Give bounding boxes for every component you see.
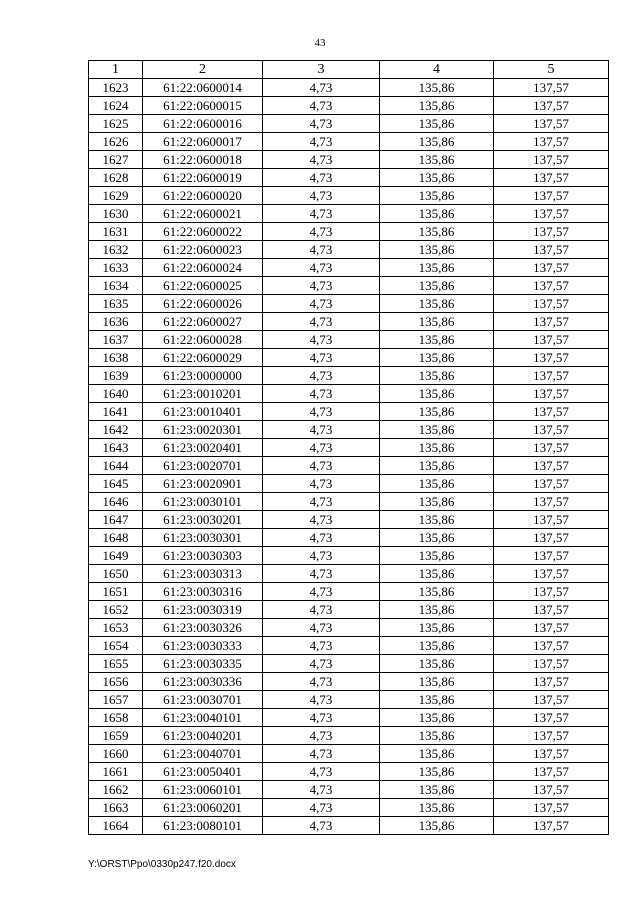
table-row bbox=[89, 529, 609, 547]
column-header: 5 bbox=[494, 61, 609, 79]
table-cell: 4,73 bbox=[263, 511, 380, 529]
table-header-row bbox=[89, 61, 609, 79]
table-cell: 61:23:0030336 bbox=[143, 673, 263, 691]
table-cell: 1654 bbox=[89, 637, 143, 655]
table-cell: 137,57 bbox=[494, 583, 609, 601]
column-header: 1 bbox=[89, 61, 143, 79]
table-cell: 137,57 bbox=[494, 205, 609, 223]
table-row bbox=[89, 637, 609, 655]
table-cell: 61:23:0030313 bbox=[143, 565, 263, 583]
table-cell: 1664 bbox=[89, 817, 143, 835]
table-cell: 4,73 bbox=[263, 655, 380, 673]
table-cell: 137,57 bbox=[494, 655, 609, 673]
table-row bbox=[89, 313, 609, 331]
table-cell: 1639 bbox=[89, 367, 143, 385]
table-cell: 137,57 bbox=[494, 133, 609, 151]
table-cell: 61:22:0600019 bbox=[143, 169, 263, 187]
table-cell: 4,73 bbox=[263, 709, 380, 727]
table-row bbox=[89, 259, 609, 277]
table-cell: 135,86 bbox=[380, 691, 494, 709]
table-cell: 1633 bbox=[89, 259, 143, 277]
table-cell: 137,57 bbox=[494, 619, 609, 637]
table-cell: 137,57 bbox=[494, 385, 609, 403]
table-cell: 4,73 bbox=[263, 619, 380, 637]
table-cell: 137,57 bbox=[494, 781, 609, 799]
table-cell: 137,57 bbox=[494, 745, 609, 763]
table-cell: 61:22:0600022 bbox=[143, 223, 263, 241]
table-cell: 61:23:0040101 bbox=[143, 709, 263, 727]
table-cell: 4,73 bbox=[263, 421, 380, 439]
table-cell: 4,73 bbox=[263, 727, 380, 745]
table-cell: 1658 bbox=[89, 709, 143, 727]
table-cell: 4,73 bbox=[263, 637, 380, 655]
table-cell: 137,57 bbox=[494, 313, 609, 331]
table-row bbox=[89, 493, 609, 511]
table-row bbox=[89, 727, 609, 745]
table-cell: 4,73 bbox=[263, 97, 380, 115]
table-cell: 135,86 bbox=[380, 583, 494, 601]
table-cell: 135,86 bbox=[380, 421, 494, 439]
table-cell: 1644 bbox=[89, 457, 143, 475]
table-cell: 1655 bbox=[89, 655, 143, 673]
table-cell: 1659 bbox=[89, 727, 143, 745]
table-cell: 1629 bbox=[89, 187, 143, 205]
table-cell: 4,73 bbox=[263, 151, 380, 169]
table-cell: 4,73 bbox=[263, 403, 380, 421]
table-cell: 135,86 bbox=[380, 313, 494, 331]
table-cell: 61:23:0020301 bbox=[143, 421, 263, 439]
table-cell: 135,86 bbox=[380, 565, 494, 583]
table-cell: 137,57 bbox=[494, 259, 609, 277]
table-cell: 135,86 bbox=[380, 817, 494, 835]
table-row bbox=[89, 763, 609, 781]
table-cell: 1652 bbox=[89, 601, 143, 619]
table-cell: 61:23:0030301 bbox=[143, 529, 263, 547]
table-cell: 4,73 bbox=[263, 745, 380, 763]
table-cell: 61:22:0600021 bbox=[143, 205, 263, 223]
table-cell: 137,57 bbox=[494, 241, 609, 259]
table-cell: 135,86 bbox=[380, 349, 494, 367]
table-cell: 1651 bbox=[89, 583, 143, 601]
table-cell: 137,57 bbox=[494, 763, 609, 781]
table-cell: 135,86 bbox=[380, 79, 494, 97]
table-cell: 137,57 bbox=[494, 223, 609, 241]
table-row bbox=[89, 781, 609, 799]
table-cell: 135,86 bbox=[380, 259, 494, 277]
table-cell: 137,57 bbox=[494, 529, 609, 547]
table-cell: 135,86 bbox=[380, 295, 494, 313]
table-cell: 61:22:0600025 bbox=[143, 277, 263, 295]
table-cell: 137,57 bbox=[494, 547, 609, 565]
table-cell: 61:22:0600016 bbox=[143, 115, 263, 133]
table-cell: 61:23:0080101 bbox=[143, 817, 263, 835]
table-row bbox=[89, 115, 609, 133]
table-cell: 61:23:0010201 bbox=[143, 385, 263, 403]
table-cell: 61:22:0600017 bbox=[143, 133, 263, 151]
table-cell: 61:22:0600028 bbox=[143, 331, 263, 349]
table-cell: 137,57 bbox=[494, 97, 609, 115]
table-cell: 1627 bbox=[89, 151, 143, 169]
table-row bbox=[89, 655, 609, 673]
table-row bbox=[89, 511, 609, 529]
table-cell: 61:23:0030335 bbox=[143, 655, 263, 673]
footer-file-path: Y:\ORST\Ppo\0330p247.f20.docx bbox=[88, 859, 236, 870]
table-cell: 1637 bbox=[89, 331, 143, 349]
table-cell: 137,57 bbox=[494, 367, 609, 385]
table-cell: 61:23:0020901 bbox=[143, 475, 263, 493]
table-cell: 135,86 bbox=[380, 367, 494, 385]
table-row bbox=[89, 79, 609, 97]
table-cell: 135,86 bbox=[380, 529, 494, 547]
table-cell: 4,73 bbox=[263, 79, 380, 97]
table-cell: 61:23:0030319 bbox=[143, 601, 263, 619]
table-cell: 61:23:0030316 bbox=[143, 583, 263, 601]
table-row bbox=[89, 601, 609, 619]
table-row bbox=[89, 457, 609, 475]
table-row bbox=[89, 421, 609, 439]
table-cell: 4,73 bbox=[263, 583, 380, 601]
table-cell: 61:23:0020701 bbox=[143, 457, 263, 475]
table-cell: 61:23:0030333 bbox=[143, 637, 263, 655]
table-cell: 4,73 bbox=[263, 781, 380, 799]
table-cell: 1628 bbox=[89, 169, 143, 187]
table-cell: 135,86 bbox=[380, 745, 494, 763]
table-cell: 135,86 bbox=[380, 403, 494, 421]
table-cell: 137,57 bbox=[494, 601, 609, 619]
table-cell: 1656 bbox=[89, 673, 143, 691]
table-cell: 61:23:0030326 bbox=[143, 619, 263, 637]
table-cell: 61:22:0600023 bbox=[143, 241, 263, 259]
table-cell: 135,86 bbox=[380, 475, 494, 493]
table-row bbox=[89, 205, 609, 223]
table-row bbox=[89, 439, 609, 457]
table-cell: 4,73 bbox=[263, 187, 380, 205]
table-cell: 1648 bbox=[89, 529, 143, 547]
column-header: 2 bbox=[143, 61, 263, 79]
table-cell: 137,57 bbox=[494, 673, 609, 691]
table-cell: 4,73 bbox=[263, 277, 380, 295]
table-cell: 137,57 bbox=[494, 691, 609, 709]
table-cell: 61:22:0600015 bbox=[143, 97, 263, 115]
table-cell: 4,73 bbox=[263, 439, 380, 457]
table-cell: 4,73 bbox=[263, 529, 380, 547]
table-cell: 4,73 bbox=[263, 673, 380, 691]
table-cell: 4,73 bbox=[263, 457, 380, 475]
table-row bbox=[89, 187, 609, 205]
table-cell: 61:23:0060101 bbox=[143, 781, 263, 799]
table-row bbox=[89, 565, 609, 583]
table-cell: 135,86 bbox=[380, 133, 494, 151]
table-cell: 1640 bbox=[89, 385, 143, 403]
table-row bbox=[89, 583, 609, 601]
table-cell: 1636 bbox=[89, 313, 143, 331]
table-cell: 137,57 bbox=[494, 637, 609, 655]
table-cell: 4,73 bbox=[263, 385, 380, 403]
table-cell: 1662 bbox=[89, 781, 143, 799]
table-cell: 137,57 bbox=[494, 421, 609, 439]
table-cell: 4,73 bbox=[263, 169, 380, 187]
table-cell: 135,86 bbox=[380, 205, 494, 223]
table-cell: 61:22:0600014 bbox=[143, 79, 263, 97]
table-cell: 137,57 bbox=[494, 439, 609, 457]
table-cell: 135,86 bbox=[380, 511, 494, 529]
table-cell: 135,86 bbox=[380, 799, 494, 817]
table-cell: 135,86 bbox=[380, 115, 494, 133]
table-cell: 1661 bbox=[89, 763, 143, 781]
table-cell: 135,86 bbox=[380, 385, 494, 403]
table-cell: 135,86 bbox=[380, 241, 494, 259]
table-cell: 61:23:0030701 bbox=[143, 691, 263, 709]
table-cell: 4,73 bbox=[263, 601, 380, 619]
table-cell: 137,57 bbox=[494, 511, 609, 529]
table-cell: 137,57 bbox=[494, 727, 609, 745]
table-cell: 61:23:0030201 bbox=[143, 511, 263, 529]
table-row bbox=[89, 223, 609, 241]
table-cell: 1624 bbox=[89, 97, 143, 115]
table-cell: 4,73 bbox=[263, 115, 380, 133]
table-cell: 1643 bbox=[89, 439, 143, 457]
table-cell: 135,86 bbox=[380, 601, 494, 619]
table-row bbox=[89, 97, 609, 115]
table-cell: 1663 bbox=[89, 799, 143, 817]
table-cell: 135,86 bbox=[380, 619, 494, 637]
table-cell: 137,57 bbox=[494, 565, 609, 583]
table-row bbox=[89, 547, 609, 565]
table-cell: 61:22:0600029 bbox=[143, 349, 263, 367]
table-row bbox=[89, 673, 609, 691]
table-cell: 4,73 bbox=[263, 331, 380, 349]
table-cell: 4,73 bbox=[263, 763, 380, 781]
table-cell: 61:22:0600020 bbox=[143, 187, 263, 205]
table-cell: 135,86 bbox=[380, 637, 494, 655]
table-row bbox=[89, 709, 609, 727]
table-row bbox=[89, 349, 609, 367]
table-cell: 137,57 bbox=[494, 799, 609, 817]
table-cell: 1641 bbox=[89, 403, 143, 421]
table-cell: 61:23:0020401 bbox=[143, 439, 263, 457]
table-cell: 137,57 bbox=[494, 169, 609, 187]
table-cell: 4,73 bbox=[263, 565, 380, 583]
table-cell: 135,86 bbox=[380, 97, 494, 115]
table-row bbox=[89, 277, 609, 295]
table-cell: 61:22:0600024 bbox=[143, 259, 263, 277]
table-cell: 137,57 bbox=[494, 187, 609, 205]
table-row bbox=[89, 475, 609, 493]
table-cell: 4,73 bbox=[263, 223, 380, 241]
table-cell: 61:23:0040201 bbox=[143, 727, 263, 745]
table-cell: 4,73 bbox=[263, 817, 380, 835]
table-row bbox=[89, 241, 609, 259]
table-row bbox=[89, 799, 609, 817]
table-row bbox=[89, 133, 609, 151]
table-cell: 4,73 bbox=[263, 493, 380, 511]
table-cell: 137,57 bbox=[494, 115, 609, 133]
table-cell: 137,57 bbox=[494, 709, 609, 727]
table-cell: 1625 bbox=[89, 115, 143, 133]
table-cell: 135,86 bbox=[380, 169, 494, 187]
table-cell: 4,73 bbox=[263, 259, 380, 277]
table-row bbox=[89, 367, 609, 385]
table-row bbox=[89, 745, 609, 763]
table-cell: 61:22:0600018 bbox=[143, 151, 263, 169]
table-cell: 61:23:0040701 bbox=[143, 745, 263, 763]
table-body bbox=[89, 79, 609, 835]
table-cell: 1638 bbox=[89, 349, 143, 367]
table-cell: 1632 bbox=[89, 241, 143, 259]
table-cell: 61:23:0050401 bbox=[143, 763, 263, 781]
table-cell: 135,86 bbox=[380, 151, 494, 169]
column-header: 4 bbox=[380, 61, 494, 79]
table-cell: 61:23:0060201 bbox=[143, 799, 263, 817]
table-cell: 137,57 bbox=[494, 349, 609, 367]
table-cell: 4,73 bbox=[263, 799, 380, 817]
table-cell: 135,86 bbox=[380, 709, 494, 727]
table-cell: 137,57 bbox=[494, 331, 609, 349]
table-cell: 137,57 bbox=[494, 151, 609, 169]
table-cell: 135,86 bbox=[380, 457, 494, 475]
table-cell: 1653 bbox=[89, 619, 143, 637]
table-cell: 1631 bbox=[89, 223, 143, 241]
column-header: 3 bbox=[263, 61, 380, 79]
table-cell: 1623 bbox=[89, 79, 143, 97]
table-cell: 1630 bbox=[89, 205, 143, 223]
table-cell: 4,73 bbox=[263, 241, 380, 259]
table-cell: 137,57 bbox=[494, 277, 609, 295]
table-cell: 4,73 bbox=[263, 691, 380, 709]
table-row bbox=[89, 385, 609, 403]
table-cell: 135,86 bbox=[380, 493, 494, 511]
table-cell: 61:23:0030303 bbox=[143, 547, 263, 565]
table-cell: 4,73 bbox=[263, 367, 380, 385]
table-row bbox=[89, 619, 609, 637]
table-cell: 1660 bbox=[89, 745, 143, 763]
table-cell: 137,57 bbox=[494, 457, 609, 475]
table-cell: 135,86 bbox=[380, 655, 494, 673]
table-cell: 1626 bbox=[89, 133, 143, 151]
table-cell: 135,86 bbox=[380, 781, 494, 799]
table-row bbox=[89, 331, 609, 349]
table-cell: 135,86 bbox=[380, 223, 494, 241]
table-cell: 137,57 bbox=[494, 79, 609, 97]
table-cell: 135,86 bbox=[380, 331, 494, 349]
table-cell: 61:22:0600026 bbox=[143, 295, 263, 313]
table-cell: 61:23:0000000 bbox=[143, 367, 263, 385]
table-cell: 1647 bbox=[89, 511, 143, 529]
data-table bbox=[88, 60, 609, 835]
table-cell: 1657 bbox=[89, 691, 143, 709]
table-cell: 135,86 bbox=[380, 763, 494, 781]
table-row bbox=[89, 295, 609, 313]
table-cell: 1635 bbox=[89, 295, 143, 313]
table-cell: 1649 bbox=[89, 547, 143, 565]
table-cell: 61:23:0010401 bbox=[143, 403, 263, 421]
table-cell: 1642 bbox=[89, 421, 143, 439]
table-cell: 1634 bbox=[89, 277, 143, 295]
table-cell: 135,86 bbox=[380, 277, 494, 295]
table-cell: 1645 bbox=[89, 475, 143, 493]
table-cell: 4,73 bbox=[263, 205, 380, 223]
table-cell: 137,57 bbox=[494, 817, 609, 835]
table-cell: 4,73 bbox=[263, 349, 380, 367]
table-cell: 135,86 bbox=[380, 547, 494, 565]
table-cell: 61:23:0030101 bbox=[143, 493, 263, 511]
table-cell: 137,57 bbox=[494, 493, 609, 511]
table-row bbox=[89, 151, 609, 169]
table-row bbox=[89, 403, 609, 421]
table-cell: 137,57 bbox=[494, 475, 609, 493]
table-cell: 4,73 bbox=[263, 547, 380, 565]
table-cell: 4,73 bbox=[263, 475, 380, 493]
table-cell: 4,73 bbox=[263, 313, 380, 331]
table-row bbox=[89, 691, 609, 709]
table-row bbox=[89, 817, 609, 835]
table-cell: 135,86 bbox=[380, 187, 494, 205]
table-cell: 135,86 bbox=[380, 673, 494, 691]
table-cell: 4,73 bbox=[263, 295, 380, 313]
table-cell: 135,86 bbox=[380, 439, 494, 457]
table-row bbox=[89, 169, 609, 187]
table-cell: 61:22:0600027 bbox=[143, 313, 263, 331]
table-cell: 1646 bbox=[89, 493, 143, 511]
table-cell: 137,57 bbox=[494, 403, 609, 421]
page-number: 43 bbox=[314, 37, 326, 49]
table-cell: 4,73 bbox=[263, 133, 380, 151]
table-cell: 137,57 bbox=[494, 295, 609, 313]
table-cell: 135,86 bbox=[380, 727, 494, 745]
table-cell: 1650 bbox=[89, 565, 143, 583]
